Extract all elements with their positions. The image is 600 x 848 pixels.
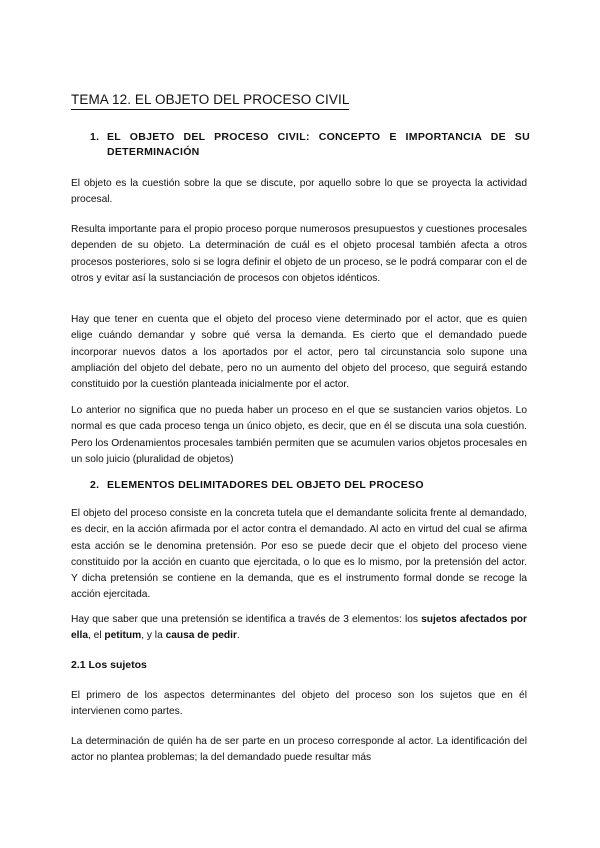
page-title: TEMA 12. EL OBJETO DEL PROCESO CIVIL [71,92,349,110]
paragraph-5: El objeto del proceso consiste en la concreta tutela que el demandante solicita frente al demandado, es decir, en la acción afirmada por el actor contra el demandado. Al acto en virtud del cual se afirma esta acción se le denomina pretensión. Por eso se puede decir que el objeto del proceso viene constituido por la acción en cuanto que ejercitada, o lo que es lo mismo, por la pretensión del actor. Y dicha pretensión se contiene en la demanda, que es el instrumento formal donde se recoge la acción ejercitada. [71,508,527,601]
paragraph-6-causa: causa de pedir [165,630,237,642]
paragraph-3: Hay que tener en cuenta que el objeto del proceso viene determinado por el actor, que es quien elige cuándo demandar y sobre qué versa la demanda. Es cierto que el demandado puede incorporar nuevos datos a los aportados por el actor, pero tal circunstancia solo supone una ampliación del objeto del debate, pero no un aumento del objeto del proceso, que seguirá estando constituido por la cuestión planteada inicialmente por el actor. [71,314,527,391]
section-1-number: 1. [90,131,100,143]
section-2-number: 2. [90,479,100,491]
paragraph-6-sujetos: sujetos afectados por ella [71,614,527,642]
paragraph-6-petitum: petitum [104,630,142,642]
paragraph-6-text-e: , y la [141,630,166,642]
paragraph-6 [71,612,527,645]
subsection-2-1-heading: 2.1 Los sujetos [71,659,147,671]
section-2-title: ELEMENTOS DELIMITADORES DEL OBJETO DEL PROCESO [107,479,424,491]
section-1-title: EL OBJETO DEL PROCESO CIVIL: CONCEPTO E IMPORTANCIA DE SU DETERMINACIÓN [107,131,530,158]
section-2-heading [90,478,530,493]
paragraph-6-text-a: Hay que saber que una pretensión se identifica a través de 3 elementos: los [71,614,422,625]
section-1-heading [90,130,530,160]
paragraph-6-text-g: . [236,630,240,642]
paragraph-8: La determinación de quién ha de ser parte en un proceso corresponde al actor. La identificación del actor no plantea problemas; la del demandado puede resultar más [71,736,527,764]
paragraph-7: El primero de los aspectos determinantes del objeto del proceso son los sujetos que en él intervienen como partes. [71,690,527,718]
paragraph-1: El objeto es la cuestión sobre la que se discute, por aquello sobre lo que se proyecta la actividad procesal. [71,178,527,206]
paragraph-2: Resulta importante para el propio proceso porque numerosos presupuestos y cuestiones procesales dependen de su objeto. La determinación de cuál es el objeto procesal también afecta a otros procesos posteriores, solo si se logra definir el objeto de un proceso, se le podrá comparar con el de otros y evitar así la sustanciación de procesos con objetos idénticos. [71,224,527,284]
paragraph-4: Lo anterior no significa que no pueda haber un proceso en el que se sustancien varios objetos. Lo normal es que cada proceso tenga un único objeto, es decir, que en él se discuta una sola cuestión. Pero los Ordenamientos procesales también permiten que se acumulen varios objetos procesales en un solo juicio (pluralidad de objetos) [71,405,527,465]
paragraph-6-text-c: , el [88,630,105,642]
